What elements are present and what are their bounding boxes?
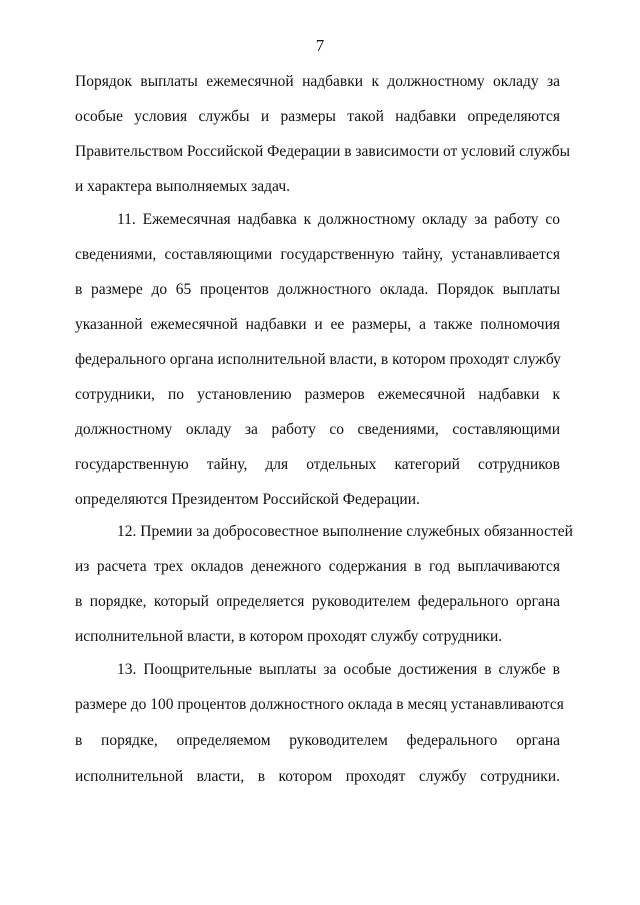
paragraph-line: исполнительной власти, в котором проходят службу сотрудники. [75, 768, 560, 785]
paragraph-line: 13. Поощрительные выплаты за особые достижения в службе в [117, 661, 560, 678]
paragraph-line: федерального органа исполнительной власти, в котором проходят службу [75, 351, 561, 368]
paragraph-line: из расчета трех окладов денежного содержания в год выплачиваются [75, 558, 560, 575]
paragraph-line: сведениями, составляющими государственную тайну, устанавливается [75, 246, 560, 263]
paragraph-line: Правительством Российской Федерации в зависимости от условий службы [75, 143, 571, 160]
paragraph-line: должностному окладу за работу со сведениями, составляющими [75, 421, 560, 438]
paragraph-line: в размере до 65 процентов должностного оклада. Порядок выплаты [75, 281, 560, 298]
page-number: 7 [315, 36, 325, 55]
paragraph-line: указанной ежемесячной надбавки и ее размеры, а также полномочия [75, 316, 560, 333]
paragraph-line: сотрудники, по установлению размеров ежемесячной надбавки к [75, 386, 560, 403]
paragraph-line: в порядке, определяемом руководителем федерального органа [75, 732, 560, 749]
paragraph-line: в порядке, который определяется руководителем федерального органа [75, 593, 560, 610]
paragraph-line: исполнительной власти, в котором проходят службу сотрудники. [75, 628, 503, 645]
paragraph-line: 11. Ежемесячная надбавка к должностному окладу за работу со [117, 211, 560, 228]
paragraph-line: определяются Президентом Российской Федерации. [75, 491, 420, 508]
paragraph-line: особые условия службы и размеры такой надбавки определяются [75, 108, 560, 125]
paragraph-line: Порядок выплаты ежемесячной надбавки к должностному окладу за [75, 73, 560, 90]
paragraph-line: государственную тайну, для отдельных категорий сотрудников [75, 456, 560, 473]
paragraph-line: размере до 100 процентов должностного оклада в месяц устанавливаются [75, 696, 564, 713]
paragraph-line: и характера выполняемых задач. [75, 178, 290, 195]
paragraph-line: 12. Премии за добросовестное выполнение служебных обязанностей [117, 523, 573, 540]
